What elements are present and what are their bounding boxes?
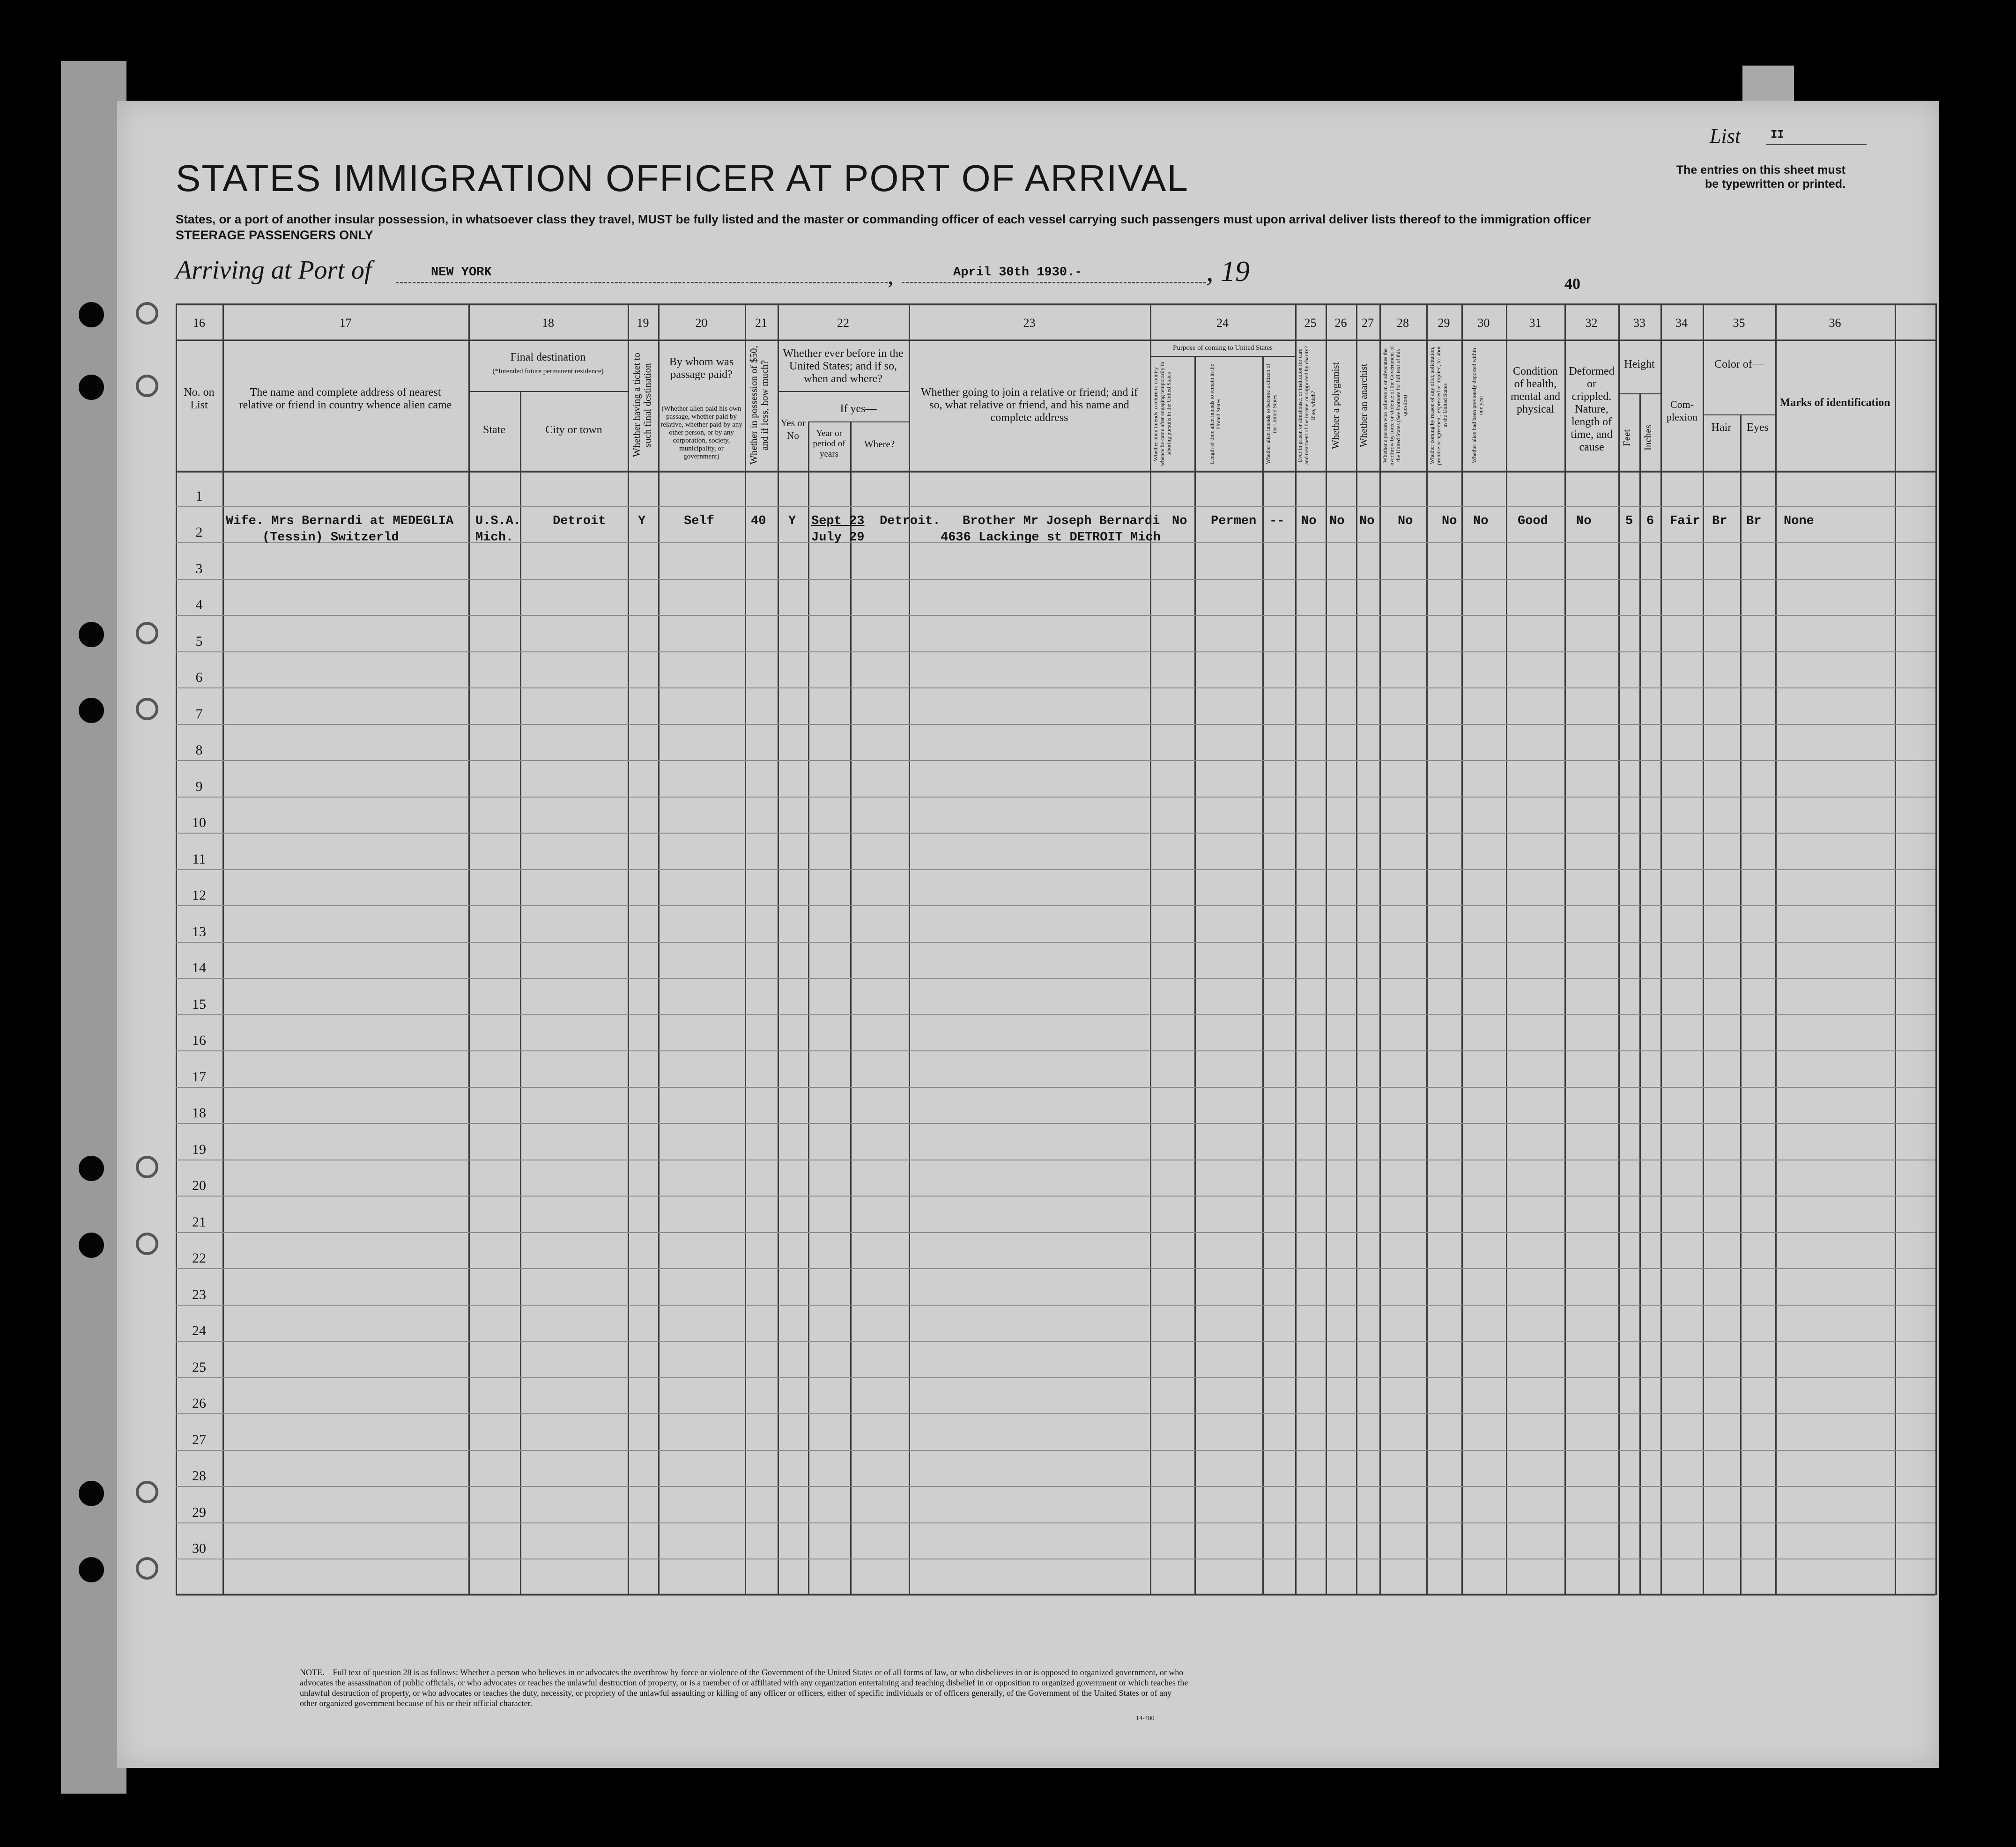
col-16: 16: [193, 316, 205, 330]
hdr-hair: Hair: [1711, 421, 1732, 434]
binder-hole: [136, 302, 158, 325]
row-number: 29: [192, 1504, 206, 1520]
col-24: 24: [1216, 316, 1229, 330]
binder-hole: [79, 302, 104, 327]
return-value: No: [1172, 514, 1187, 528]
row-number: 22: [192, 1250, 206, 1266]
binder-hole: [136, 1481, 158, 1503]
row-line: [176, 1377, 1935, 1378]
inches-value: 6: [1646, 514, 1654, 528]
row-number: 16: [192, 1033, 206, 1048]
health-value: Good: [1518, 514, 1548, 528]
row-line: [176, 615, 1935, 616]
hdr-state: State: [483, 424, 505, 436]
row-number: 7: [195, 706, 203, 722]
hdr-marks: Marks of identification: [1779, 397, 1890, 409]
row-line: [176, 687, 1935, 688]
row-number: 24: [192, 1323, 206, 1338]
row-line: [176, 760, 1935, 761]
row-line: [176, 978, 1935, 979]
offer-value: No: [1442, 514, 1457, 528]
hdr-yes-no: Yes or No: [780, 417, 806, 441]
state-line-1: U.S.A.: [475, 514, 521, 528]
hdr-passage-paid: By whom was passage paid?: [669, 356, 734, 381]
passage-value: Self: [684, 514, 714, 528]
hdr-height: Height: [1624, 358, 1655, 370]
hdr-purpose: Purpose of coming to United States: [1173, 344, 1273, 352]
row-line: [176, 1486, 1935, 1487]
list-label: List: [1710, 125, 1741, 148]
complexion-value: Fair: [1670, 514, 1700, 528]
hdr-overthrow: Whether a person who believes in or advocates the overthrow by force or violence of the Government of the United States (See footnote for full text of this question): [1382, 346, 1408, 465]
row-line: [176, 869, 1935, 870]
row-number: 6: [195, 670, 203, 685]
binder-hole: [136, 622, 158, 644]
binder-hole: [79, 622, 104, 647]
row-line: [176, 905, 1935, 906]
col-32: 32: [1585, 316, 1598, 330]
col-26: 26: [1334, 316, 1347, 330]
hdr-city: City or town: [545, 424, 602, 436]
before-value: Y: [788, 514, 796, 528]
col-17: 17: [339, 316, 352, 330]
hdr-deformed: Deformed or crippled. Nature, length of time, and cause: [1569, 365, 1615, 453]
binder-hole: [79, 1233, 104, 1258]
hdr-purpose-citizen: Whether alien intends to become a citizen of the United States: [1265, 363, 1278, 465]
row-number: 3: [195, 561, 203, 576]
citizen-value: --: [1269, 514, 1285, 528]
row-number: 2: [195, 525, 203, 540]
row-line: [176, 1050, 1935, 1051]
hdr-polygamist: Whether a polygamist: [1330, 362, 1341, 449]
row-number: 18: [192, 1105, 206, 1121]
row-number: 25: [192, 1359, 206, 1375]
hdr-color-of: Color of—: [1714, 358, 1764, 370]
date-value: April 30th 1930.-: [953, 266, 1082, 280]
row-line: [176, 1087, 1935, 1088]
year-prefix: , 19: [1206, 256, 1250, 288]
col-28: 28: [1397, 316, 1409, 330]
hdr-purpose-length: Length of time alien intends to remain in the United States: [1208, 364, 1222, 464]
binder-hole: [136, 1156, 158, 1178]
year-value-2: July 29: [811, 531, 865, 545]
row-line: [176, 1341, 1935, 1342]
binder-hole: [79, 1481, 104, 1506]
row-number: 26: [192, 1396, 206, 1411]
hdr-purpose-return: Whether alien intends to return to country whence he came after engaging temporarily in laboring pursuits in the United States: [1152, 362, 1172, 466]
row-number: 28: [192, 1468, 206, 1484]
year-value-1: Sept 23: [811, 514, 865, 528]
row-number: 11: [192, 851, 206, 867]
hdr-year-period: Year or period of years: [813, 429, 845, 459]
row-line: [176, 1123, 1935, 1124]
form-title: STATES IMMIGRATION OFFICER AT PORT OF ARRIVAL: [176, 157, 1189, 199]
list-number: II: [1771, 129, 1784, 141]
polygamist-value: No: [1329, 514, 1345, 528]
col-19: 19: [637, 316, 649, 330]
hdr-eyes: Eyes: [1747, 421, 1769, 434]
money-value: 40: [751, 514, 766, 528]
col-33: 33: [1633, 316, 1645, 330]
col-22: 22: [837, 316, 849, 330]
binder-hole: [79, 698, 104, 723]
header-line-2: STEERAGE PASSENGERS ONLY: [176, 228, 373, 242]
overthrow-value: No: [1398, 514, 1413, 528]
deported-value: No: [1473, 514, 1489, 528]
hair-value: Br: [1712, 514, 1727, 528]
marks-value: None: [1784, 514, 1814, 528]
col-20: 20: [695, 316, 708, 330]
hdr-deported: Whether alien had been previously deported within one year: [1471, 348, 1484, 463]
row-line: [176, 1232, 1935, 1233]
hdr-where: Where?: [864, 438, 895, 450]
hdr-joining-relative: Whether going to join a relative or friend; and if so, what relative or friend, and his name and complete address: [920, 386, 1138, 424]
binder-hole: [79, 375, 104, 400]
row-line: [176, 1522, 1935, 1523]
row-line: [176, 651, 1935, 652]
row-number: 30: [192, 1541, 206, 1556]
row-line: [176, 833, 1935, 834]
row-number: 14: [192, 960, 206, 975]
col-35: 35: [1733, 316, 1745, 330]
row-number: 9: [195, 778, 203, 794]
row-number: 21: [192, 1214, 206, 1230]
join-line-2: 4636 Lackinge st DETROIT Mich: [941, 531, 1161, 545]
row-number: 13: [192, 924, 206, 939]
row-number: 12: [192, 887, 206, 903]
col-30: 30: [1477, 316, 1490, 330]
arriving-label: Arriving at Port of: [176, 256, 372, 285]
hdr-health: Condition of health, mental and physical: [1511, 365, 1560, 415]
row-line: [176, 1196, 1935, 1197]
where-value: Detroit.: [880, 514, 941, 528]
col-29: 29: [1438, 316, 1450, 330]
col-25: 25: [1304, 316, 1317, 330]
row-number: 19: [192, 1141, 206, 1157]
row-number: 17: [192, 1069, 206, 1085]
row-number: 20: [192, 1178, 206, 1193]
row-line: [176, 724, 1935, 725]
col-18: 18: [542, 316, 554, 330]
row-number: 23: [192, 1286, 206, 1302]
length-value: Permen: [1211, 514, 1257, 528]
join-line-1: Brother Mr Joseph Bernardi: [963, 514, 1160, 528]
row-number: 1: [195, 488, 203, 504]
feet-value: 5: [1625, 514, 1633, 528]
typewritten-note: The entries on this sheet must be typewritten or printed.: [1676, 163, 1846, 191]
prison-value: No: [1301, 514, 1317, 528]
relative-line-2: (Tessin) Switzerld: [262, 531, 399, 545]
row-line: [176, 506, 1935, 507]
col-23: 23: [1023, 316, 1036, 330]
binder-hole: [79, 1557, 104, 1582]
row-number: 8: [195, 742, 203, 758]
binder-hole: [79, 1156, 104, 1181]
hdr-final-destination-note: (*Intended future permanent residence): [492, 368, 604, 375]
col-27: 27: [1362, 316, 1374, 330]
manifest-page: [117, 101, 1939, 1768]
row-line: [176, 579, 1935, 580]
binder-hole: [136, 698, 158, 720]
hdr-final-destination: Final destination: [510, 351, 586, 363]
binder-hole: [136, 1557, 158, 1580]
footnote: NOTE.—Full text of question 28 is as follows: Whether a person who believes in or advocates the overthrow by force or violence of the Government of the United States or of all forms of law, or who disbelieves in or is opposed to organized government, or who advocates the assassination of public officials, or who advocates or teaches the unlawful destruction of property, or is a member of or affiliated with any organization entertaining and teaching disbelief in or opposition to organized government or which teaches the unlawful destruction of property, or who advocates or teaches the duty, necessity, or propriety of the unlawful assaulting or killing of any officer or officers, either of specific individuals or of officers generally, of the Government of the United States or of any other organized government because of his or their official character.: [300, 1668, 1188, 1708]
hdr-complexion: Com-plexion: [1667, 399, 1697, 423]
row-number: 5: [195, 633, 203, 649]
form-code: 14-480: [1136, 1715, 1155, 1722]
anarchist-value: No: [1359, 514, 1375, 528]
row-line: [176, 1450, 1935, 1451]
row-line: [176, 1305, 1935, 1306]
row-number: 4: [195, 597, 203, 613]
city-value: Detroit: [553, 514, 606, 528]
row-number: 15: [192, 996, 206, 1012]
hdr-feet: Feet: [1621, 429, 1632, 447]
row-line: [176, 942, 1935, 943]
relative-line-1: Wife. Mrs Bernardi at MEDEGLIA: [226, 514, 454, 528]
year-suffix: 40: [1564, 275, 1580, 293]
col-21: 21: [755, 316, 767, 330]
hdr-offer: Whether coming by reason of any offer, solicitation, promise or agreement, expressed or implied, to labor in the United States: [1429, 346, 1448, 465]
hdr-no-on-list: No. on List: [184, 386, 215, 411]
row-line: [176, 797, 1935, 798]
hdr-prison: Ever in prison or almshouse, or institution for care and treatment of the insane, or supported by charity? If so, which?: [1297, 346, 1316, 465]
row-line: [176, 1413, 1935, 1414]
eyes-value: Br: [1746, 514, 1762, 528]
col-31: 31: [1529, 316, 1542, 330]
port-value: NEW YORK: [431, 266, 492, 280]
state-line-2: Mich.: [475, 531, 514, 545]
hdr-inches: Inches: [1642, 425, 1653, 451]
deformed-value: No: [1576, 514, 1592, 528]
row-line: [176, 1014, 1935, 1015]
hdr-relative-address: The name and complete address of nearest relative or friend in country whence alien came: [239, 386, 452, 411]
row-number: 27: [192, 1432, 206, 1448]
col-34: 34: [1675, 316, 1688, 330]
row-number: 10: [192, 815, 206, 830]
col-36: 36: [1829, 316, 1841, 330]
ticket-value: Y: [638, 514, 646, 528]
hdr-passage-note: (Whether alien paid his own passage, whether paid by relative, whether paid by any other person, or by any corporation, society, municipality, or government): [660, 405, 742, 460]
row-line: [176, 1268, 1935, 1269]
binder-hole: [136, 1233, 158, 1255]
hdr-ticket: Whether having a ticket to such final destination: [631, 353, 653, 458]
header-line-1: States, or a port of another insular possession, in whatsoever class they travel, MUST be fully listed and the master or commanding officer of each vessel carrying such passengers must upon arrival deliver lists thereof to the immigration officer: [176, 212, 1591, 226]
hdr-before-in-us: Whether ever before in the United States; and if so, when and where?: [783, 347, 904, 385]
binder-hole: [136, 375, 158, 397]
hdr-anarchist: Whether an anarchist: [1358, 363, 1369, 448]
hdr-possession-50: Whether in possession of $50, and if less, how much?: [748, 346, 770, 465]
hdr-if-yes: If yes—: [840, 403, 877, 415]
